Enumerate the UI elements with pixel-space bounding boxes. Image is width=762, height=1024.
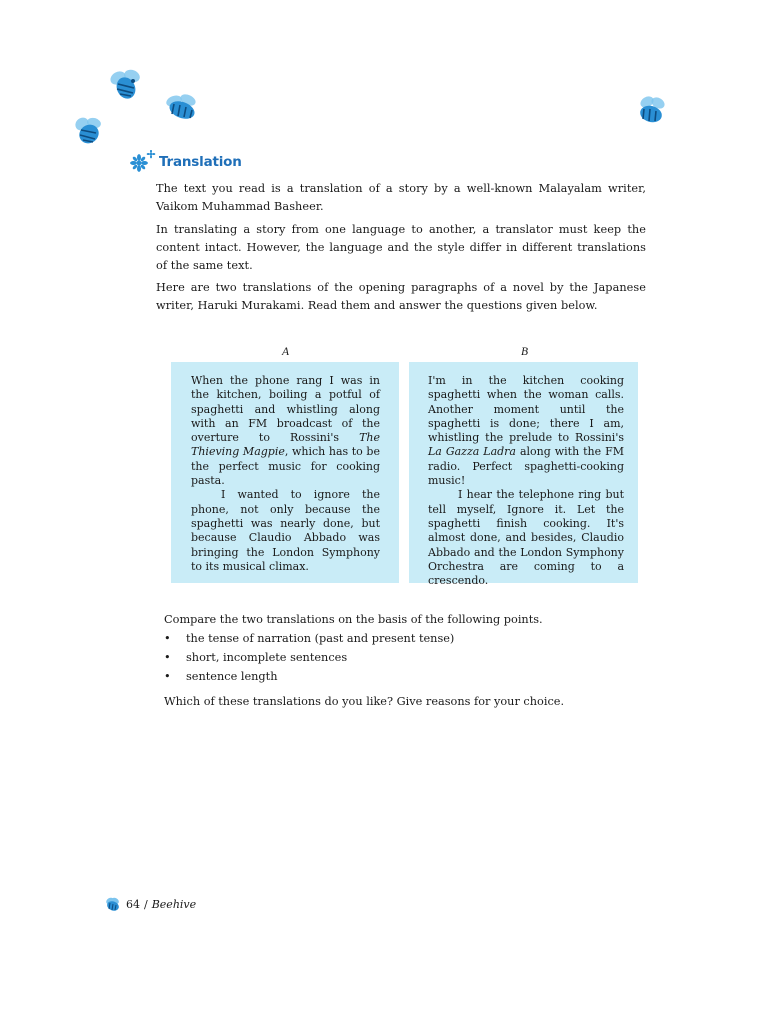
bee-icon — [160, 92, 204, 124]
bee-icon — [104, 896, 122, 912]
translation-b-text: along with the FM radio. Perfect spaghetti-cooking music! — [428, 445, 624, 488]
intro-paragraph: In translating a story from one language to another, a translator must keep the content intact. However, the language and the style differ in different translations of the same text. — [156, 223, 646, 272]
footer-separator: / — [144, 897, 148, 911]
translation-a-text: , which has to be the perfect music for cooking pasta. — [191, 445, 380, 488]
bee-icon — [108, 68, 144, 102]
list-item — [164, 667, 624, 686]
bee-icon — [72, 114, 106, 146]
translation-b-paragraph: I hear the telephone ring but tell myself, Ignore it. Let the spaghetti finish cooking. It's almost done, and besides, Claudio Abbado and the London Symphony Orchestra are coming to a crescendo. — [428, 488, 624, 588]
flower-icon — [130, 150, 156, 174]
translation-a-paragraph — [191, 374, 380, 488]
page-number: 64 — [126, 897, 140, 911]
translation-b-text: I'm in the kitchen cooking spaghetti when the woman calls. Another moment until the spaghetti is done; there I am, whistling the prelude to Rossini's — [428, 374, 624, 445]
bee-icon — [634, 94, 670, 126]
compare-question: Which of these translations do you like? Give reasons for your choice. — [164, 695, 565, 708]
intro-paragraph: Here are two translations of the opening paragraphs of a novel by the Japanese writer, Haruki Murakami. Read them and answer the questions given below. — [156, 281, 646, 312]
compare-section — [164, 610, 624, 711]
book-title: Beehive — [151, 897, 197, 911]
section-heading — [130, 150, 242, 174]
translation-a-label: A — [282, 346, 290, 358]
bullet: • — [164, 651, 171, 664]
translation-b-box — [409, 362, 638, 588]
list-item-text: the tense of narration (past and present tense) — [186, 632, 455, 645]
page-footer — [104, 896, 196, 912]
list-item-text: sentence length — [186, 670, 278, 683]
list-item-text: short, incomplete sentences — [186, 651, 348, 664]
translation-b-label: B — [521, 346, 529, 358]
translation-a-work-title: The Thieving Magpie — [191, 431, 380, 459]
translation-a-box — [171, 362, 399, 583]
translation-a-text: When the phone rang I was in the kitchen, boiling a potful of spaghetti and whistling along with an FM broadcast of the overture to Rossini's — [191, 374, 380, 445]
bullet: • — [164, 670, 171, 683]
compare-lead: Compare the two translations on the basis of the following points. — [164, 613, 543, 626]
list-item — [164, 648, 624, 667]
list-item — [164, 629, 624, 648]
translation-b-paragraph — [428, 374, 624, 488]
compare-points — [164, 629, 624, 686]
bullet: • — [164, 632, 171, 645]
translation-b-work-title: La Gazza Ladra — [428, 445, 516, 459]
section-title: Translation — [159, 154, 242, 170]
translation-a-paragraph: I wanted to ignore the phone, not only because the spaghetti was nearly done, but because Claudio Abbado was bringing the London Symphony to its musical climax. — [191, 488, 380, 573]
intro-paragraph: The text you read is a translation of a story by a well-known Malayalam writer, Vaikom Muhammad Basheer. — [156, 182, 646, 213]
